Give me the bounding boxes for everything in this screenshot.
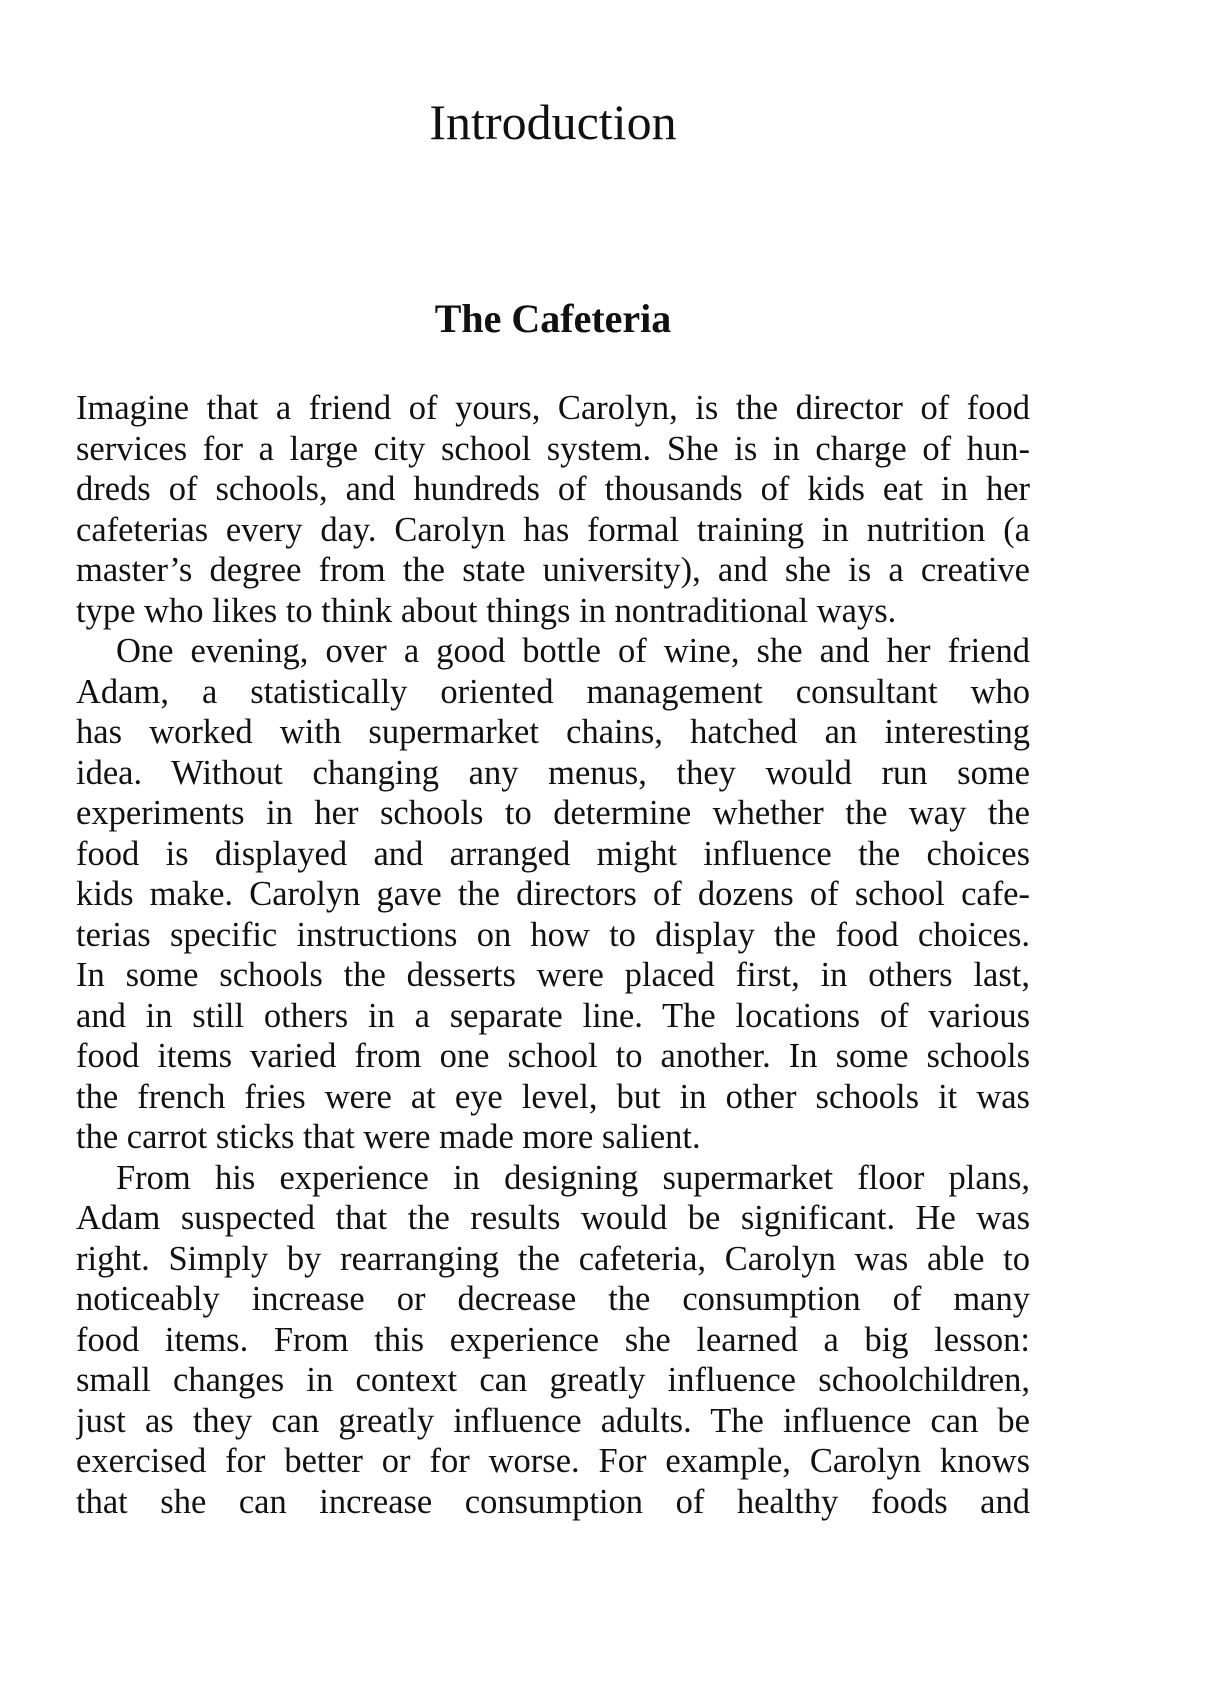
text-line: just as they can greatly influence adults. The influence can be	[76, 1401, 1030, 1440]
text-line: right. Simply by rearranging the cafeteria, Carolyn was able to	[76, 1239, 1030, 1278]
text-line: that she can increase consumption of healthy foods and	[76, 1482, 1030, 1521]
text-line: the french fries were at eye level, but in other schools it was	[76, 1077, 1030, 1116]
text-line: kids make. Carolyn gave the directors of dozens of school cafe-	[76, 875, 1030, 913]
text-line: Adam suspected that the results would be significant. He was	[76, 1199, 1030, 1237]
section-title: The Cafeteria	[434, 296, 672, 341]
text-line: One evening, over a good bottle of wine, she and her friend	[116, 632, 1030, 670]
text-line: noticeably increase or decrease the consumption of many	[76, 1280, 1030, 1318]
body-text	[76, 388, 1030, 1522]
text-line: type who likes to think about things in nontraditional ways.	[76, 591, 897, 630]
text-line: idea. Without changing any menus, they would run some	[76, 753, 1030, 792]
text-line: terias specific instructions on how to display the food choices.	[76, 915, 1030, 954]
text-line: experiments in her schools to determine whether the way the	[76, 794, 1030, 832]
text-line: services for a large city school system. She is in charge of hun-	[76, 429, 1030, 468]
text-line: the carrot sticks that were made more salient.	[76, 1118, 701, 1156]
text-line: Adam, a statistically oriented management consultant who	[76, 672, 1030, 711]
paragraph-3	[76, 1158, 1030, 1523]
text-line: master’s degree from the state university), and she is a creative	[76, 551, 1030, 589]
text-line: food items. From this experience she learned a big lesson:	[76, 1320, 1030, 1359]
text-line: exercised for better or for worse. For example, Carolyn knows	[76, 1442, 1030, 1480]
text-line: dreds of schools, and hundreds of thousands of kids eat in her	[76, 470, 1030, 508]
paragraph-2	[76, 631, 1030, 1158]
chapter-title: Introduction	[429, 94, 677, 150]
paragraph-1	[76, 388, 1030, 631]
text-line: food is displayed and arranged might influence the choices	[76, 834, 1030, 873]
text-line: Imagine that a friend of yours, Carolyn, is the director of food	[76, 389, 1030, 427]
text-line: In some schools the desserts were placed first, in others last,	[76, 956, 1030, 994]
text-line: has worked with supermarket chains, hatched an interesting	[76, 713, 1030, 751]
text-line: and in still others in a separate line. The locations of various	[76, 996, 1030, 1035]
text-line: small changes in context can greatly influence schoolchildren,	[76, 1361, 1030, 1399]
text-line: food items varied from one school to another. In some schools	[76, 1037, 1030, 1075]
text-line: cafeterias every day. Carolyn has formal training in nutrition (a	[76, 510, 1030, 549]
text-line: From his experience in designing supermarket floor plans,	[116, 1158, 1030, 1197]
